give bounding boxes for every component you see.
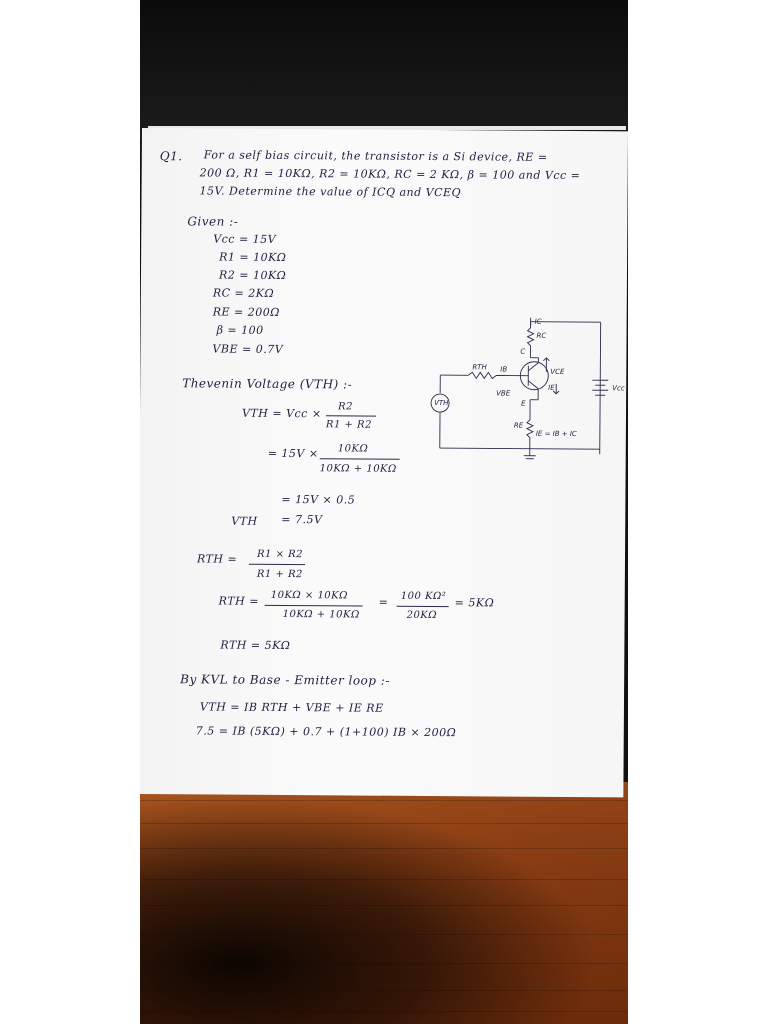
given-r1: R1 = 10KΩ [219, 250, 287, 265]
circuit-label-ib: IB [500, 365, 508, 374]
vth-eq2-den: 10KΩ + 10KΩ [319, 463, 397, 475]
rth-eq1-num: R1 × R2 [256, 548, 304, 561]
given-heading: Given :- [187, 214, 239, 229]
circuit-label-vcc: Vcc [612, 384, 625, 393]
question-line-3: 15V. Determine the value of ICQ and VCEQ [199, 184, 462, 200]
circuit-label-re: RE [513, 421, 524, 430]
circuit-label-ie: IE [548, 383, 555, 392]
rth-eq2-den: 10KΩ + 10KΩ [282, 608, 360, 621]
vth-eq4-lhs: VTH [231, 514, 258, 528]
circuit-label-vth: VTH [434, 399, 449, 408]
question-number: Q1. [159, 149, 183, 164]
vth-eq4-rhs: = 7.5V [281, 512, 323, 527]
circuit-label-ie-eq: IE = IB + IC [535, 429, 577, 439]
re-resistor [527, 400, 533, 449]
rth-eq2-result: = 5KΩ [454, 596, 495, 610]
rth-eq2-num: 10KΩ × 10KΩ [270, 589, 348, 602]
rth-eq1-fraction-bar [249, 564, 305, 565]
given-vcc: Vcc = 15V [213, 232, 277, 246]
vth-eq2-lhs: = 15V × [267, 446, 319, 461]
paper-sheet [140, 128, 628, 797]
rth-eq2-equals: = [378, 595, 389, 609]
vth-eq2-num: 10KΩ [337, 443, 369, 455]
transistor-emitter-lead [528, 381, 538, 389]
given-beta: β = 100 [216, 323, 264, 337]
vth-eq1-lhs: VTH = Vcc × [241, 406, 322, 421]
circuit-label-ic: IC [534, 317, 542, 326]
self-bias-circuit-diagram [420, 313, 628, 465]
circuit-label-rc: RC [536, 331, 547, 340]
circuit-label-rth: RTH [472, 363, 487, 372]
vth-eq1-den: R1 + R2 [325, 419, 373, 431]
vth-eq3: = 15V × 0.5 [281, 492, 356, 507]
rth-eq2-num2: 100 KΩ² [400, 590, 447, 603]
kvl-heading: By KVL to Base - Emitter loop :- [180, 672, 390, 688]
rth-eq2-lhs: RTH = [218, 594, 259, 608]
question-line-1: For a self bias circuit, the transistor is a Si device, RE = [203, 148, 548, 164]
right-wire [600, 322, 601, 454]
bottom-wire [440, 448, 600, 449]
question-line-2: 200 Ω, R1 = 10KΩ, R2 = 10KΩ, RC = 2 KΩ, β = 100 and Vcc = [199, 166, 581, 183]
dark-background [140, 0, 628, 140]
vth-eq2-fraction-bar [320, 458, 400, 460]
vth-eq1-num: R2 [338, 401, 354, 413]
circuit-label-vbe: VBE [496, 389, 511, 398]
rth-eq1-den: R1 + R2 [256, 568, 303, 581]
thevenin-heading: Thevenin Voltage (VTH) :- [182, 376, 353, 392]
given-re: RE = 200Ω [212, 305, 280, 319]
rth-eq2-fraction-bar [265, 605, 363, 607]
kvl-eq1: VTH = IB RTH + VBE + IE RE [199, 700, 384, 715]
rth-eq2-den2: 20KΩ [406, 609, 438, 622]
kvl-eq2: 7.5 = IB (5KΩ) + 0.7 + (1+100) IB × 200Ω [195, 724, 457, 740]
photo-frame [140, 0, 628, 1024]
transistor-collector-lead [528, 363, 538, 371]
vth-eq1-fraction-bar [326, 415, 376, 416]
given-r2: R2 = 10KΩ [218, 268, 287, 283]
given-vbe: VBE = 0.7V [212, 342, 284, 356]
rth-resistor [468, 372, 528, 378]
rth-eq2-fraction-bar-2 [397, 606, 449, 607]
rth-result: RTH = 5KΩ [220, 638, 291, 653]
circuit-label-c: C [520, 347, 526, 356]
circuit-label-vce: VCE [550, 367, 565, 376]
rth-eq1-lhs: RTH = [196, 552, 238, 566]
rc-resistor [527, 322, 533, 358]
given-rc: RC = 2KΩ [212, 286, 275, 300]
table-shadow [140, 782, 628, 1024]
circuit-label-e: E [521, 399, 526, 408]
